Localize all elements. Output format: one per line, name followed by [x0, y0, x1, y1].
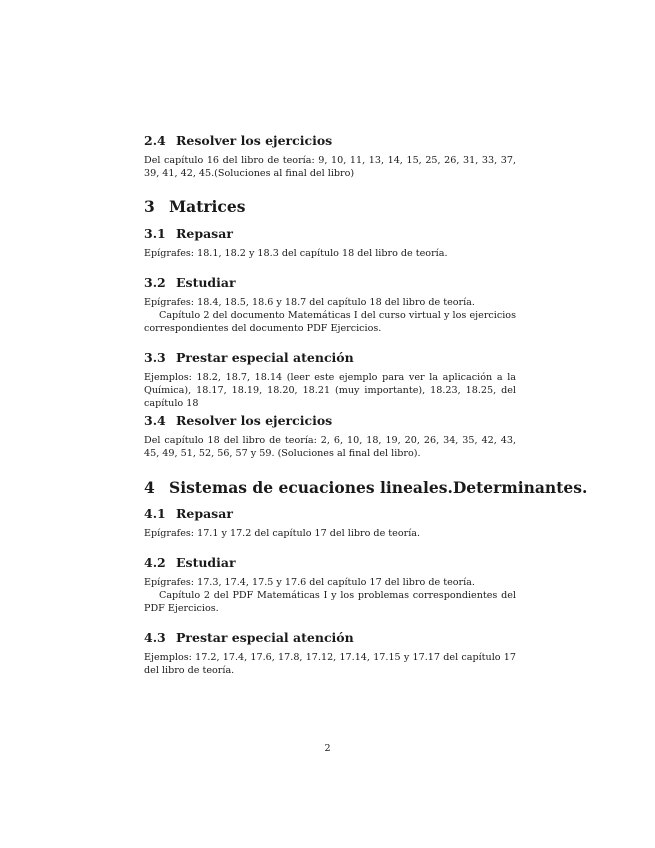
section-heading: 3.2 Estudiar — [144, 275, 236, 290]
section-4-2 — [144, 555, 516, 615]
section-heading: 2.4 Resolver los ejercicios — [144, 133, 333, 148]
section-4-3 — [144, 630, 516, 677]
section-heading: 4.1 Repasar — [144, 506, 233, 521]
chapter-heading: 3 Matrices — [144, 197, 246, 216]
paragraph: Ejemplos: 17.2, 17.4, 17.6, 17.8, 17.12, 17.14, 17.15 y 17.17 del capítulo 17 del libro de teoría. — [144, 652, 516, 676]
section-3-3 — [144, 350, 516, 410]
paragraph: Epígrafes: 17.1 y 17.2 del capítulo 17 del libro de teoría. — [144, 528, 421, 539]
paragraph: Epígrafes: 18.1, 18.2 y 18.3 del capítulo 18 del libro de teoría. — [144, 248, 448, 259]
paragraph: Ejemplos: 18.2, 18.7, 18.14 (leer este ejemplo para ver la aplicación a la Química), 18.17, 18.19, 18.20, 18.21 (muy importante), 18.23, 18.25, del capítulo 18 — [144, 372, 516, 409]
chapter-heading: 4 Sistemas de ecuaciones lineales.Determinantes. — [144, 478, 588, 497]
chapter-3 — [144, 197, 516, 217]
paragraph: Del capítulo 16 del libro de teoría: 9, 10, 11, 13, 14, 15, 25, 26, 31, 33, 37, 39, 41, 42, 45.(Soluciones al final del libro) — [144, 155, 516, 179]
paragraph: Epígrafes: 18.4, 18.5, 18.6 y 18.7 del capítulo 18 del libro de teoría. — [144, 297, 475, 308]
paragraph: Capítulo 2 del documento Matemáticas I del curso virtual y los ejercicios correspondientes del documento PDF Ejercicios. — [144, 310, 516, 334]
paragraph: Del capítulo 18 del libro de teoría: 2, 6, 10, 18, 19, 20, 26, 34, 35, 42, 43, 45, 49, 51, 52, 56, 57 y 59. (Soluciones al final del libro). — [144, 435, 516, 459]
section-heading: 3.3 Prestar especial atención — [144, 350, 354, 365]
section-3-4 — [144, 413, 516, 460]
section-3-2 — [144, 275, 516, 335]
page-number: 2 — [324, 743, 331, 754]
section-2-4 — [144, 133, 516, 180]
section-4-1 — [144, 506, 516, 540]
chapter-4 — [144, 478, 588, 498]
section-heading: 3.4 Resolver los ejercicios — [144, 413, 333, 428]
paragraph: Capítulo 2 del PDF Matemáticas I y los problemas correspondientes del PDF Ejercicios. — [144, 590, 516, 614]
section-heading: 3.1 Repasar — [144, 226, 233, 241]
section-3-1 — [144, 226, 516, 260]
paragraph: Epígrafes: 17.3, 17.4, 17.5 y 17.6 del capítulo 17 del libro de teoría. — [144, 577, 475, 588]
section-heading: 4.2 Estudiar — [144, 555, 236, 570]
section-heading: 4.3 Prestar especial atención — [144, 630, 354, 645]
